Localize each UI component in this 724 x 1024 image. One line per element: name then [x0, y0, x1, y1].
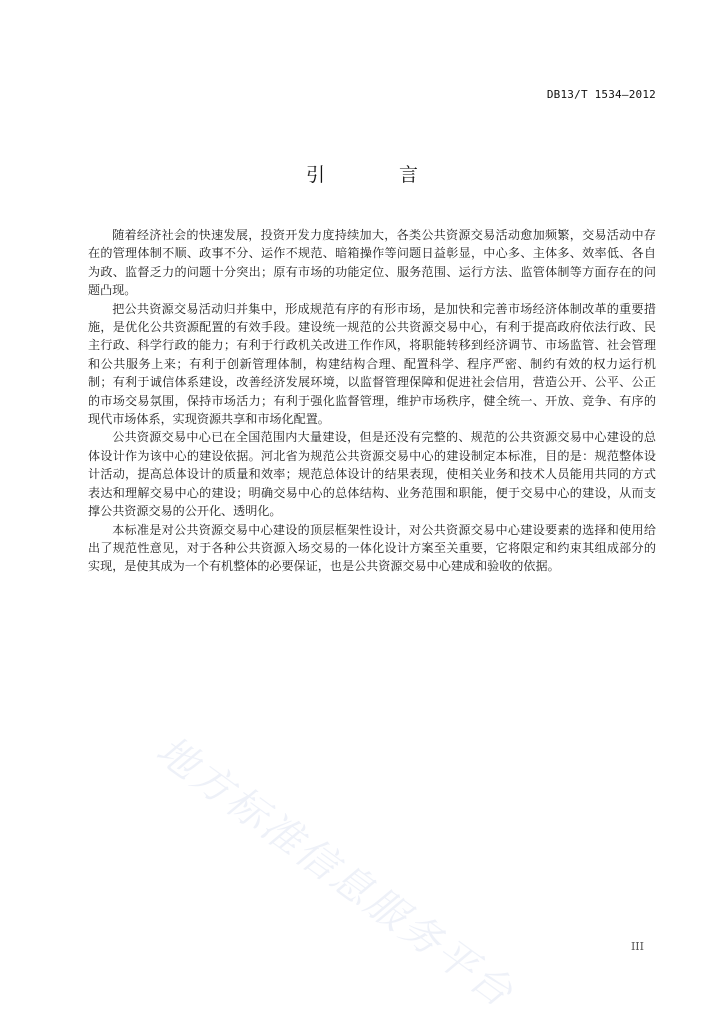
- paragraph-4: 本标准是对公共资源交易中心建设的顶层框架性设计，对公共资源交易中心建设要素的选择和使用给出了规范性意见，对于各种公共资源入场交易的一体化设计方案至关重要，它将限定和约束其组成部分的实现，是使其成为一个有机整体的必要保证，也是公共资源交易中心建成和验收的依据。: [88, 522, 656, 574]
- page-number: III: [630, 940, 644, 953]
- body-text: [88, 226, 656, 576]
- section-title: 引 言: [305, 164, 453, 186]
- paragraph-2: 把公共资源交易活动归并集中，形成规范有序的有形市场，是加快和完善市场经济体制改革的重要措施，是优化公共资源配置的有效手段。建设统一规范的公共资源交易中心，有利于提高政府依法行政、民主行政、科学行政的能力；有利于行政机关改进工作作风，将职能转移到经济调节、市场监管、社会管理和公共服务上来；有利于创新管理体制，构建结构合理、配置科学、程序严密、制约有效的权力运行机制；有利于诚信体系建设，改善经济发展环境，以监督管理保障和促进社会信用，营造公开、公平、公正的市场交易氛围，保持市场活力；有利于强化监督管理，维护市场秩序，健全统一、开放、竞争、有序的现代市场体系，实现资源共享和市场化配置。: [88, 301, 656, 427]
- paragraph-1: 随着经济社会的快速发展，投资开发力度持续加大，各类公共资源交易活动愈加频繁，交易活动中存在的管理体制不顺、政事不分、运作不规范、暗箱操作等问题日益彰显，中心多、主体多、效率低、各自为政、监督乏力的问题十分突出；原有市场的功能定位、服务范围、运行方法、监管体制等方面存在的问题凸现。: [88, 228, 656, 298]
- paragraph-3: 公共资源交易中心已在全国范围内大量建设，但是还没有完整的、规范的公共资源交易中心建设的总体设计作为该中心的建设依据。河北省为规范公共资源交易中心的建设制定本标准，目的是：规范整体设计活动，提高总体设计的质量和效率；规范总体设计的结果表现，使相关业务和技术人员能用共同的方式表达和理解交易中心的建设；明确交易中心的总体结构、业务范围和职能，便于交易中心的建设，从而支撑公共资源交易的公开化、透明化。: [88, 430, 656, 519]
- watermark: 地方标准信息服务平台: [147, 727, 523, 1018]
- standard-code: DB13/T 1534—2012: [546, 88, 656, 101]
